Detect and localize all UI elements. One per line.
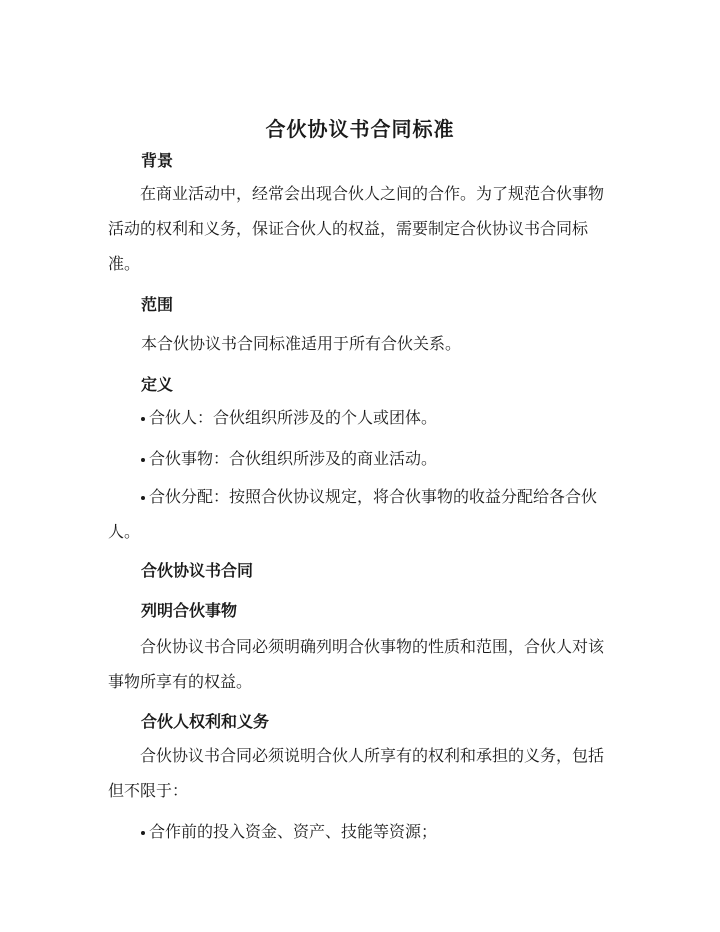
document-title: 合伙协议书合同标准 [265, 117, 455, 141]
rights-item-text: 合作前的投入资金、资产、技能等资源； [149, 822, 438, 841]
list-affairs-paragraph: 合伙协议书合同必须明确列明合伙事物的性质和范围，合伙人对该事物所享有的权益。 [108, 637, 605, 691]
section-heading-scope: 范围 [141, 295, 174, 314]
definition-item [141, 441, 611, 476]
bullet-icon [141, 831, 145, 835]
definition-item [141, 400, 611, 435]
rights-paragraph: 合伙协议书合同必须说明合伙人所享有的权利和承担的义务，包括但不限于： [108, 746, 605, 800]
scope-paragraph: 本合伙协议书合同标准适用于所有合伙关系。 [141, 334, 462, 353]
section-heading-definition: 定义 [141, 375, 174, 394]
section-heading-background: 背景 [141, 151, 174, 170]
definition-item-text: 合伙人：合伙组织所涉及的个人或团体。 [149, 408, 438, 427]
definition-item-text: 合伙分配：按照合伙协议规定，将合伙事物的收益分配给各合伙人。 [108, 487, 598, 541]
rights-item [141, 814, 611, 849]
background-paragraph: 在商业活动中，经常会出现合伙人之间的合作。为了规范合伙事物活动的权利和义务，保证合伙人的权益，需要制定合伙协议书合同标准。 [108, 184, 605, 273]
definition-item [108, 479, 608, 549]
bullet-icon [141, 417, 145, 421]
bullet-icon [141, 458, 145, 462]
section-heading-contract: 合伙协议书合同 [141, 561, 254, 580]
definition-item-text: 合伙事物：合伙组织所涉及的商业活动。 [149, 449, 438, 468]
section-heading-list-affairs: 列明合伙事物 [141, 601, 238, 620]
section-heading-rights: 合伙人权利和义务 [141, 712, 270, 731]
bullet-icon [141, 496, 145, 500]
